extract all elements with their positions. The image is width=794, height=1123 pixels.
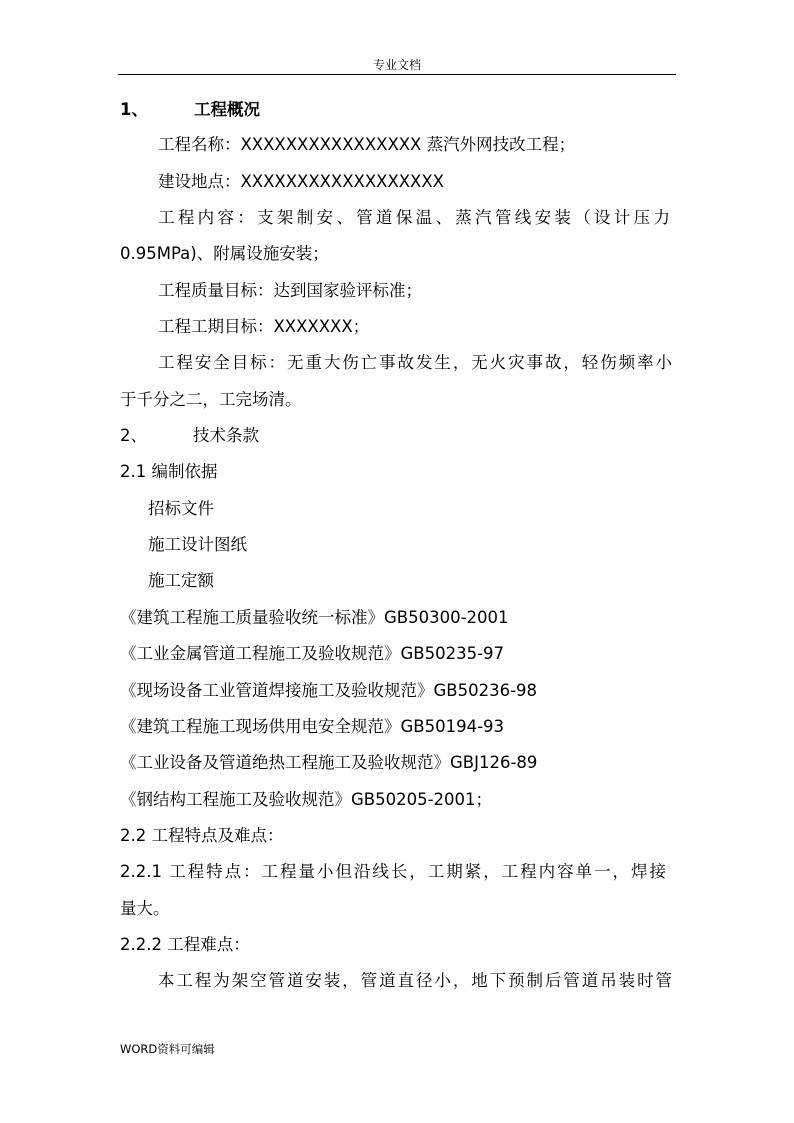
standard-item: 《钢结构工程施工及验收规范》GB50205-2001； (120, 790, 493, 809)
section1-title: 工程概况 (193, 100, 260, 119)
feature-line2: 量大。 (120, 899, 170, 918)
header-rule (118, 74, 676, 75)
difficulty-heading: 2.2.2 工程难点： (120, 935, 250, 954)
section2-heading (120, 424, 259, 448)
project-content-line1: 工程内容：支架制安、管道保温、蒸汽管线安装（设计压力 (158, 208, 670, 227)
standard-item: 《现场设备工业管道焊接施工及验收规范》GB50236-98 (120, 681, 538, 700)
basis-item: 招标文件 (148, 499, 214, 518)
standard-item: 《工业金属管道工程施工及验收规范》GB50235-97 (120, 644, 505, 663)
standard-item: 《工业设备及管道绝热工程施工及验收规范》GBJ126-89 (120, 753, 538, 772)
quality-target: 工程质量目标：达到国家验评标准； (158, 281, 422, 300)
project-location: 建设地点：XXXXXXXXXXXXXXXXXX (158, 172, 444, 191)
features-heading: 2.2 工程特点及难点： (120, 826, 284, 845)
standard-item: 《建筑工程施工现场供用电安全规范》GB50194-93 (120, 717, 505, 736)
section2-number: 2、 (120, 426, 147, 445)
safety-target-line1: 工程安全目标：无重大伤亡事故发生，无火灾事故，轻伤频率小 (158, 353, 672, 372)
basis-item: 施工设计图纸 (148, 535, 247, 554)
page-header: 专业文档 (372, 58, 421, 72)
basis-heading: 2.1 编制依据 (120, 462, 218, 481)
feature-line1: 2.2.1 工程特点：工程量小但沿线长，工期紧，工程内容单一，焊接 (120, 862, 666, 881)
basis-item: 施工定额 (148, 571, 214, 590)
project-name: 工程名称：XXXXXXXXXXXXXXXX 蒸汽外网技改工程； (158, 135, 576, 154)
standard-item: 《建筑工程施工质量验收统一标准》GB50300-2001 (120, 608, 509, 627)
section1-heading (120, 98, 260, 122)
project-content-line2: 0.95MPa)、附属设施安装； (120, 244, 329, 263)
page-footer: WORD资料可编辑 (120, 1042, 215, 1056)
schedule-target: 工程工期目标：XXXXXXX； (158, 317, 370, 336)
safety-target-line2: 于千分之二，工完场清。 (120, 390, 302, 409)
section1-number: 1、 (120, 100, 148, 119)
section2-title: 技术条款 (193, 426, 259, 445)
difficulty-line1: 本工程为架空管道安装，管道直径小，地下预制后管道吊装时管 (158, 971, 672, 990)
